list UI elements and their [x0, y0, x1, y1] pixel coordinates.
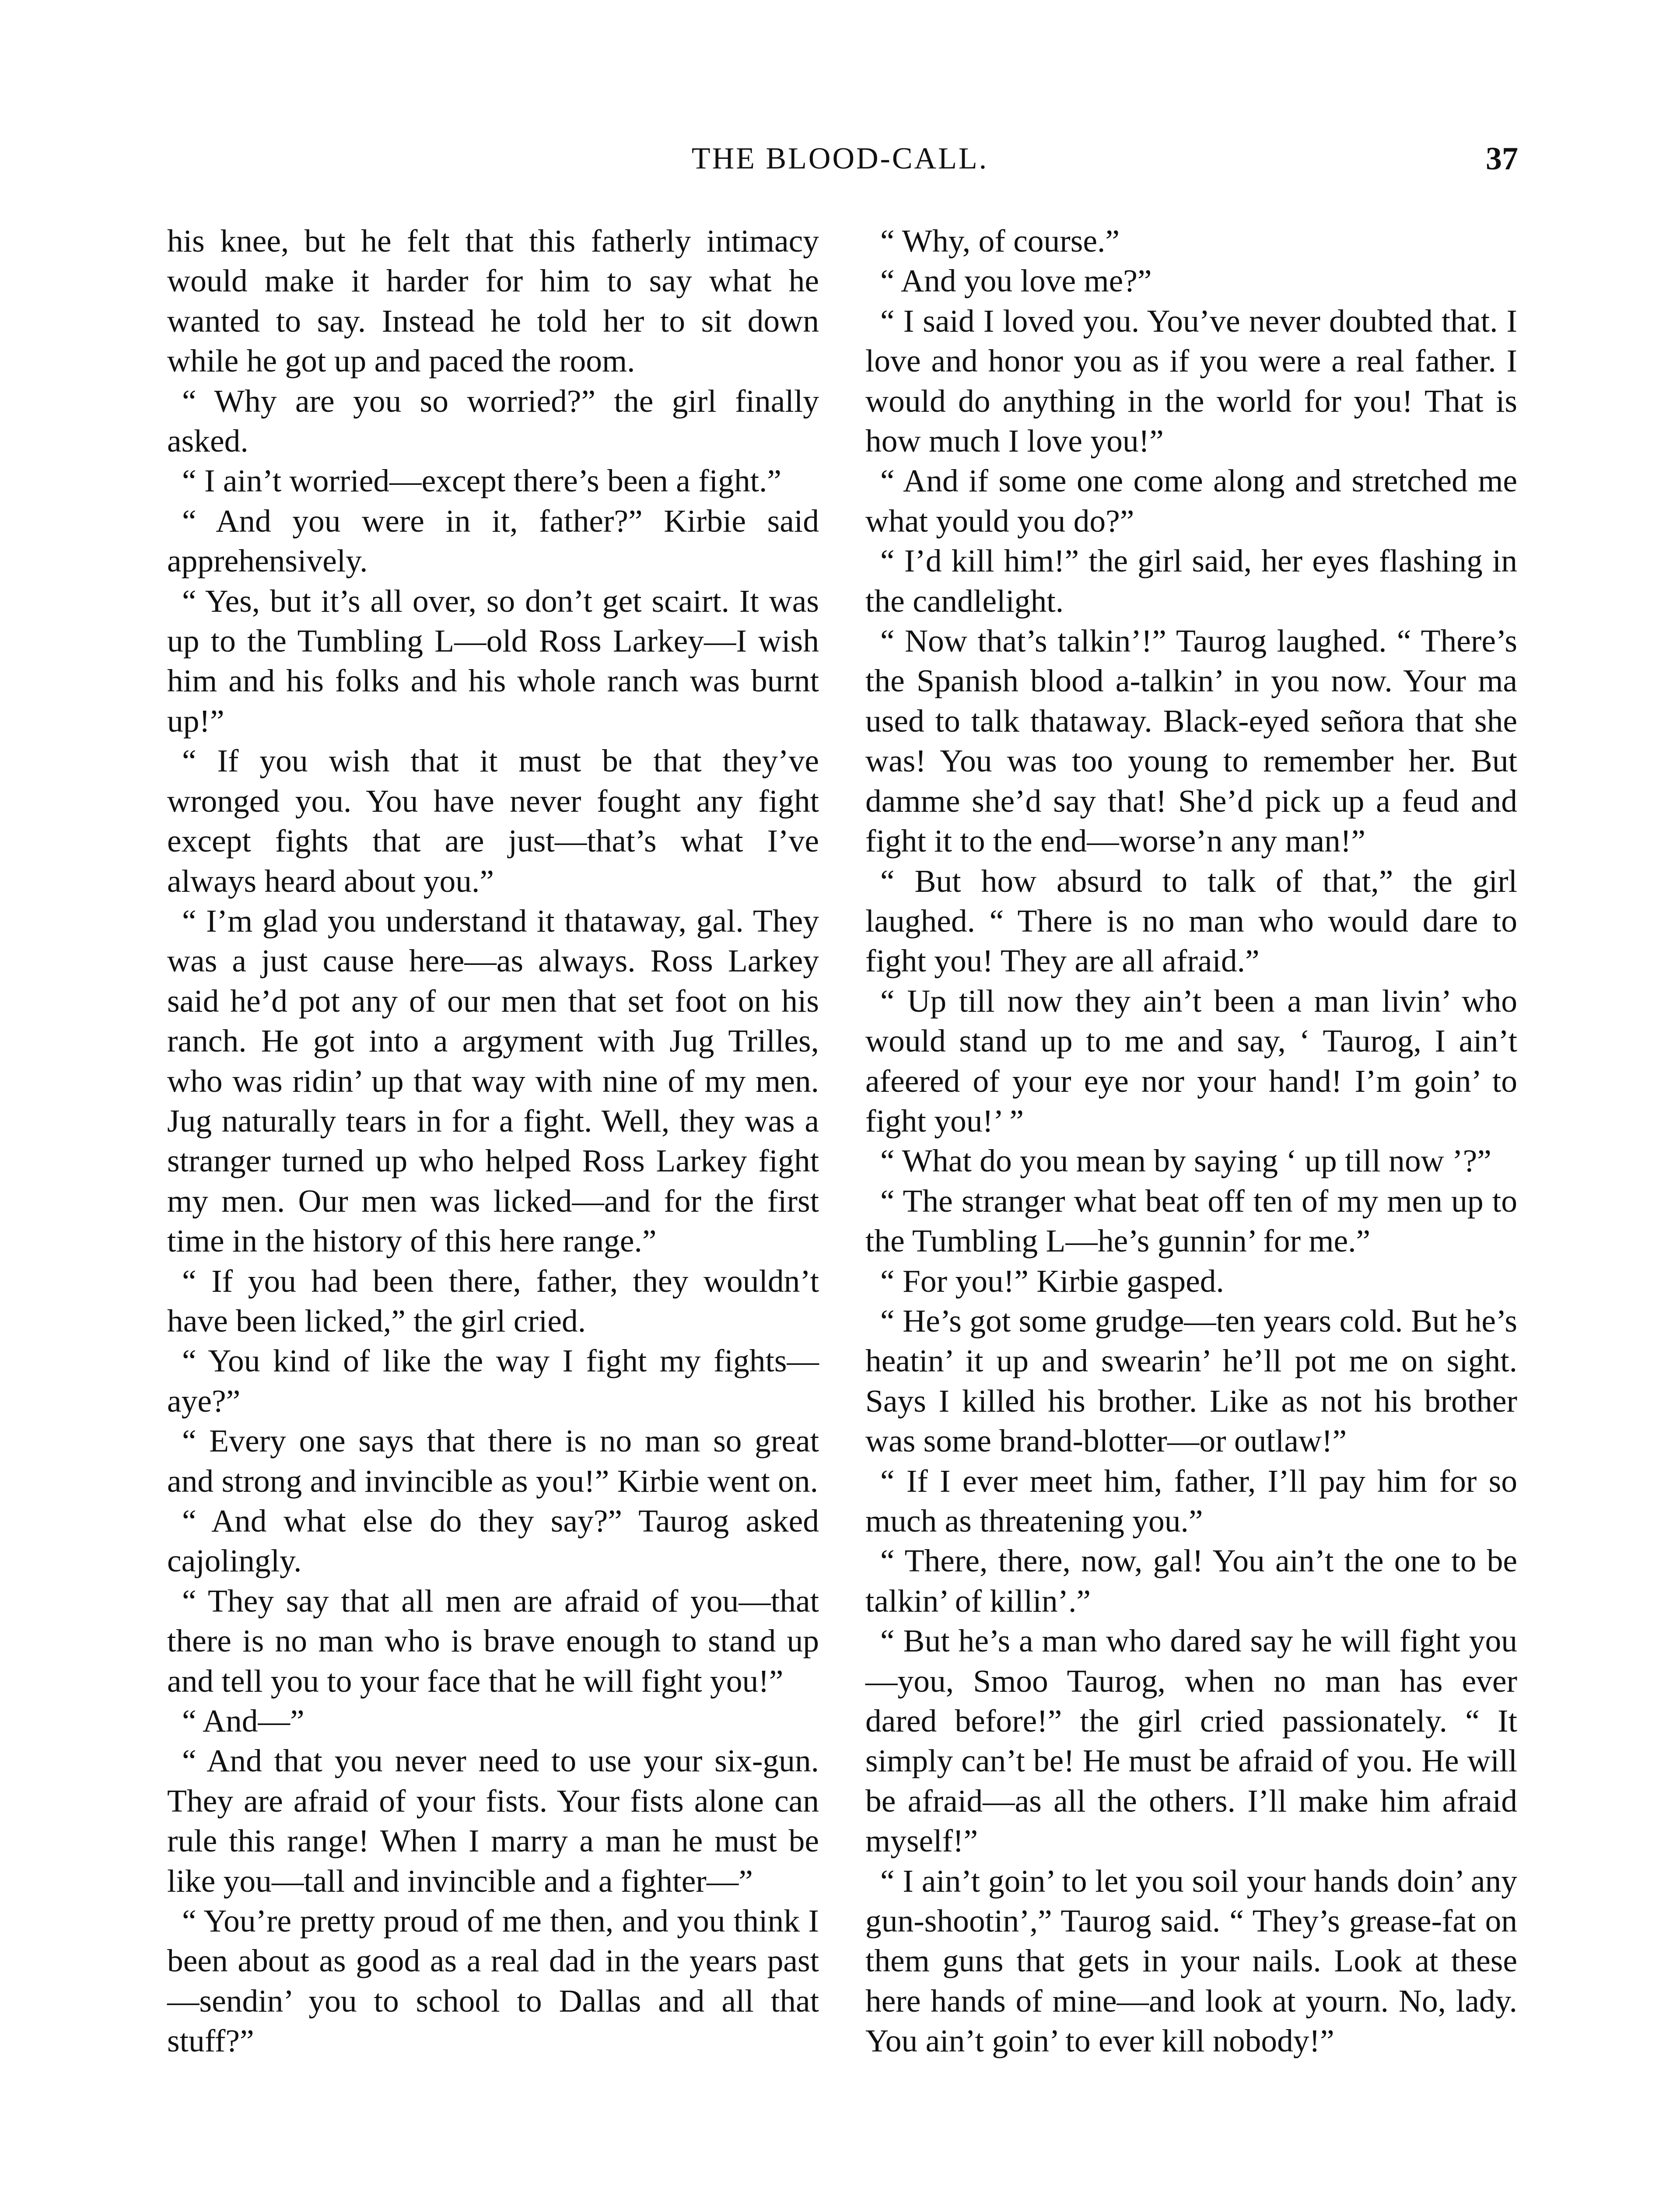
paragraph: “ Now that’s talkin’!” Taurog laughed. “ There’s the Spanish blood a-talkin’ in you now. Your ma used to talk thataway. Black-eyed señora that she was! You was too young to remember her. But damme she’d say that! She’d pick up a feud and fight it to the end—worse’n any man!” [865, 623, 1517, 859]
paragraph: “ They say that all men are afraid of you—that there is no man who is brave enough to stand up and tell you to your face that he will fight you!” [167, 1583, 819, 1699]
paragraph: “ But he’s a man who dared say he will fight you—you, Smoo Taurog, when no man has ever dared before!” the girl cried passionately. “ It simply can’t be! He must be afraid of you. He will be afraid—as all the others. I’ll make him afraid myself!” [865, 1623, 1517, 1859]
paragraph: “ Yes, but it’s all over, so don’t get scairt. It was up to the Tumbling L—old Ross Larkey—I wish him and his folks and his whole ranch was burnt up!” [167, 583, 819, 739]
paragraph: “ If I ever meet him, father, I’ll pay him for so much as threatening you.” [865, 1463, 1517, 1539]
paragraph: “ I’d kill him!” the girl said, her eyes flashing in the candlelight. [865, 543, 1517, 619]
paragraph: “ He’s got some grudge—ten years cold. But he’s heatin’ it up and swearin’ he’ll pot me on sight. Says I killed his brother. Like as not his brother was some brand-blotter—or outlaw!” [865, 1303, 1517, 1459]
paragraph: “ The stranger what beat off ten of my men up to the Tumbling L—he’s gunnin’ for me.” [865, 1183, 1517, 1259]
paragraph: “ And—” [182, 1703, 304, 1739]
paragraph: “ I’m glad you understand it thataway, gal. They was a just cause here—as always. Ross Larkey said he’d pot any of our men that set foot on his ranch. He got into a argyment with Jug Trilles, who was ridin’ up that way with nine of my men. Jug naturally tears in for a fight. Well, they was a stranger turned up who helped Ross Larkey fight my men. Our men was licked—and for the first time in the history of this here range.” [167, 903, 819, 1259]
paragraph: “ And that you never need to use your six-gun. They are afraid of your fists. Your fists alone can rule this range! When I marry a man he must be like you—tall and invincible and a fighter—” [167, 1743, 819, 1899]
paragraph: “ If you wish that it must be that they’ve wronged you. You have never fought any fight except fights that are just—that’s what I’ve always heard about you.” [167, 743, 819, 899]
paragraph: “ I ain’t worried—except there’s been a fight.” [182, 463, 782, 499]
paragraph: “ But how absurd to talk of that,” the girl laughed. “ There is no man who would dare to fight you! They are all afraid.” [865, 863, 1517, 979]
text-column-right [865, 221, 1517, 2061]
paragraph: “ I ain’t goin’ to let you soil your hands doin’ any gun-shootin’,” Taurog said. “ They’s grease-fat on them guns that gets in your nails. Look at these here hands of mine—and look at yourn. No, lady. You ain’t goin’ to ever kill nobody!” [865, 1863, 1517, 2059]
paragraph: “ You kind of like the way I fight my fights—aye?” [167, 1343, 819, 1419]
paragraph: “ What do you mean by saying ‘ up till now ’?” [880, 1143, 1491, 1179]
paragraph: “ If you had been there, father, they wouldn’t have been licked,” the girl cried. [167, 1263, 819, 1339]
paragraph: “ Every one says that there is no man so great and strong and invincible as you!” Kirbie went on. [167, 1423, 819, 1499]
paragraph: “ And you love me?” [880, 263, 1152, 299]
running-title: THE BLOOD-CALL. [691, 142, 989, 175]
paragraph: “ Why, of course.” [880, 223, 1120, 259]
running-head [162, 139, 1518, 179]
paragraph: “ And if some one come along and stretched me what yould you do?” [865, 463, 1517, 539]
page-number: 37 [1486, 141, 1518, 177]
paragraph: “ You’re pretty proud of me then, and you think I been about as good as a real dad in the years past—sendin’ you to school to Dallas and all that stuff?” [167, 1903, 819, 2059]
paragraph: his knee, but he felt that this fatherly intimacy would make it harder for him to say what he wanted to say. Instead he told her to sit down while he got up and paced the room. [167, 223, 819, 379]
paragraph: “ I said I loved you. You’ve never doubted that. I love and honor you as if you were a real father. I would do anything in the world for you! That is how much I love you!” [865, 303, 1517, 459]
paragraph: “ And you were in it, father?” Kirbie said apprehensively. [167, 503, 819, 579]
paragraph: “ There, there, now, gal! You ain’t the one to be talkin’ of killin’.” [865, 1543, 1517, 1619]
paragraph: “ Up till now they ain’t been a man livin’ who would stand up to me and say, ‘ Taurog, I ain’t afeered of your eye nor your hand! I’m goin’ to fight you!’ ” [865, 983, 1517, 1139]
text-column-left [167, 221, 819, 2061]
paragraph: “ For you!” Kirbie gasped. [880, 1263, 1224, 1299]
paragraph: “ Why are you so worried?” the girl finally asked. [167, 383, 819, 459]
paragraph: “ And what else do they say?” Taurog asked cajolingly. [167, 1503, 819, 1579]
